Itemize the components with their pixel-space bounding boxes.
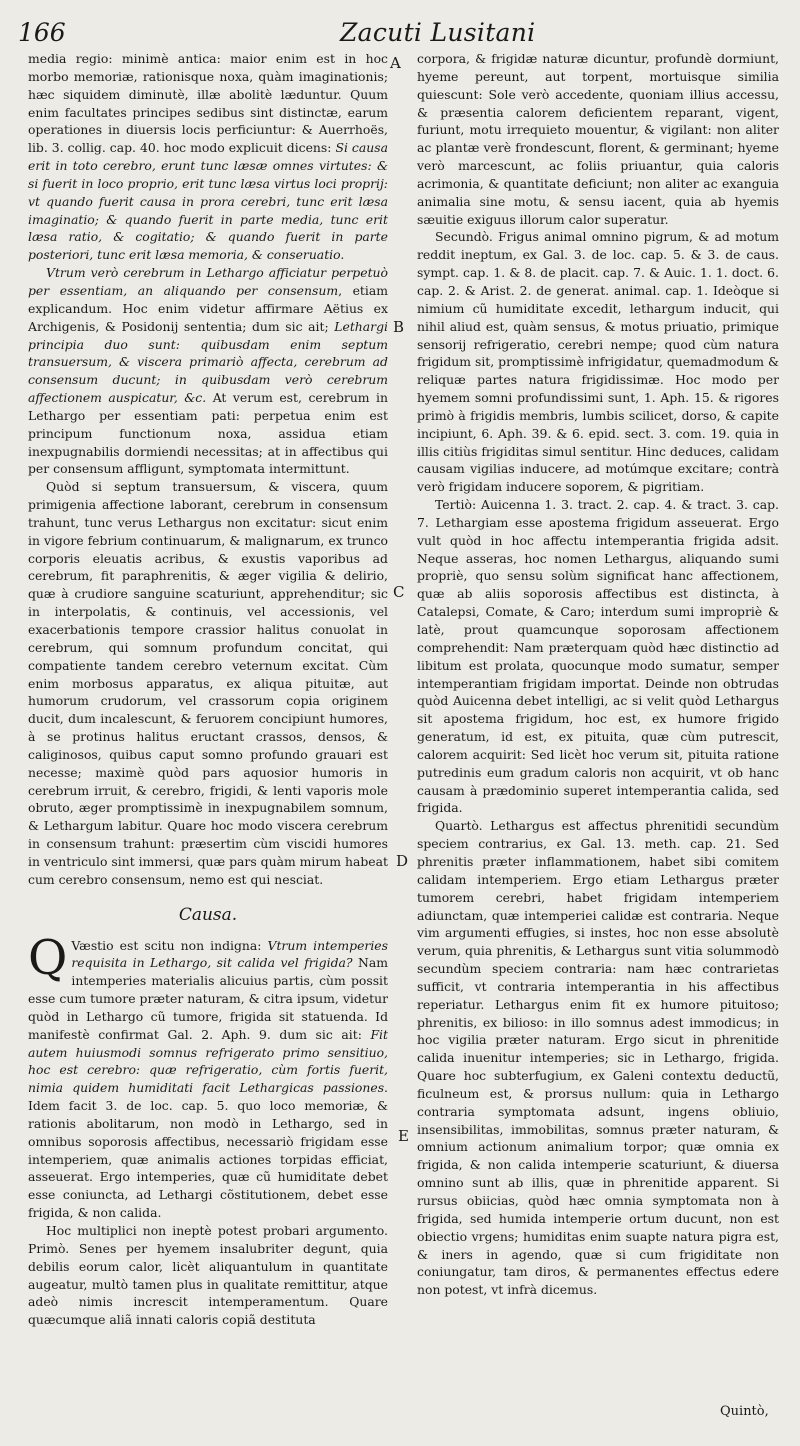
quotation: Fit autem huiusmodi somnus refrigerato primo sensitiuo, hoc est cerebro: quæ refrigeratio, cùm fortis fuerit, nimia quidem humiditati facit Lethargicas passiones. <box>28 1026 388 1096</box>
paragraph: corpora, & frigidæ naturæ dicuntur, profundè dormiunt, hyeme pereunt, aut torpent, mortuisque similia quiescunt: Sole verò accedente, quoniam illius accessu, & præsentia calorem deficientem reparant, vigent, furiunt, motu irrequieto mouentur, & vigilant: non aliter ac plantæ verè frondescunt, florent, & germinant; hyeme verò marcescunt, ac foliis priuantur, quia caloris acrimonia, & quantitate deficiunt; non aliter ac exanguia animalia sine motu, & sensu iacent, quia ab hyemis sæuitie exiguus illorum calor superatur. <box>417 51 779 227</box>
paragraph-text: media regio: minimè antica: maior enim est in hoc morbo memoriæ, rationisque noxa, quàm imaginationis; hæc siquidem diminutè, illæ abolitè læduntur. Quum enim facultates principes sedibus sint distinctæ, earum operationes in diuersis locis perficiuntur: & Auerrhoës, lib. 3. collig. cap. 40. hoc modo explicuit dicens: <box>28 51 388 156</box>
quotation: Vtrum verò cerebrum in Lethargo afficiatur perpetuò per essentiam, an aliquando per consensum <box>28 265 388 298</box>
paragraph: Quòd si septum transuersum, & viscera, quum primigenia affectione laborant, cerebrum in consensum trahunt, tunc verus Lethargus non excitatur: sicut enim in vigore febrium continuarum, & malignarum, ex trunco corporis eleuatis acribus, & exustis vaporibus ad cerebrum, fit paraphrenitis, & æger vigilia & delirio, quæ à crudiore sanguine scaturiunt, apprehenditur; sic in interpolatis, & continuis, vel accessionis, vel exacerbationis tempore crassior halitus conuolat in cerebrum, qui somnum profundum concitat, qui compatiente tandem cerebro veternum excitat. Cùm enim morbosus apparatus, ex aliqua pituitæ, aut humorum crudorum, vel crassorum copia originem ducit, dum incalescunt, & feruorem concipiunt humores, à se protinus halitus eructant crassos, densos, & caliginosos, quibus caput somno profundo grauari est necesse; maximè quòd pars aquosior humoris in cerebrum irruit, & cerebro, frigidi, & lenti vaporis mole obruto, æger promptissimè in inexpugnabilem somnum, & Lethargum labitur. Quare hoc modo viscera cerebrum in consensum trahunt: præsertim cùm viscidi humores in ventriculo sint immersi, quæ pars quàm mirum habeat cum cerebro consensum, nemo est qui nesciat. <box>28 479 388 887</box>
paragraph <box>28 50 388 264</box>
drop-cap: Q <box>28 929 68 986</box>
quotation: Si causa erit in toto cerebro, erunt tunc læsæ omnes virtutes: & si fuerit in loco proprio, erit tunc læsa virtus loci proprij: vt quando fuerit causa in prora cerebri, tunc erit læsa imaginatio; & quando fuerit in parte media, tunc erit læsa ratio, & cogitatio; & quando fuerit in parte posteriori, tunc erit læsa memoria, & conseruatio. <box>28 140 388 263</box>
page-number: 166 <box>18 18 66 47</box>
paragraph <box>28 264 388 478</box>
paragraph-text: Væstio est scitu non indigna: <box>71 937 262 953</box>
right-column <box>417 50 779 1422</box>
paragraph <box>28 929 388 1223</box>
paragraph-text: Nam intemperies materialis alicuius partis, cùm possit esse cum tumore præter naturam, & citra ipsum, videtur quòd in Lethargo cũ tumore, frigida sit statuenda. Id manifestè confirmat Gal. 2. Aph. 9. dum sic ait: <box>28 955 388 1042</box>
page-header <box>18 18 788 52</box>
margin-marker-c: C <box>393 583 405 601</box>
quotation: Vtrum intemperies requisita in Lethargo, sit calida vel frigida? <box>71 937 388 971</box>
paragraph-text: At verum est, cerebrum in Lethargo per essentiam pati: perpetua enim est principum functionum noxa, assidua etiam inexpugnabilis dormiendi necessitas; at in affectibus qui per consensum affligunt, symptomata intermittunt. <box>28 390 388 477</box>
margin-marker-d: D <box>396 852 409 870</box>
margin-marker-a: A <box>390 54 401 72</box>
margin-marker-e: E <box>398 1127 409 1145</box>
margin-marker-b: B <box>393 318 405 336</box>
catchword: Quintò, <box>720 1404 769 1419</box>
paragraph-text: , etiam explicandum. Hoc enim videtur affirmare Aëtius ex Archigenis, & Posidonij sententia; dum sic ait; <box>28 282 388 334</box>
paragraph: Quartò. Lethargus est affectus phrenitidi secundùm speciem contrarius, ex Gal. 13. meth. cap. 21. Sed phrenitis præter inflammationem, habet sibi comitem calidam intemperiem. Ergo etiam Lethargus præter tumorem cerebri, habet frigidam intemperiem adiunctam, quæ intemperiei calidæ est contraria. Neque vim argumenti effugies, si instes, hoc non esse absolutè verum, quia phrenitis, & Lethargus sunt vitia solummodò secundùm speciem contraria: nam hæc contrarietas sufficit, vt contraria intemperantia in his affectibus reperiatur. Lethargus enim fit ex humore pituitoso; phrenitis, ex bilioso: in illo somnus adest immodicus; in hoc vigilia præter naturam. Ergo sicut in phrenitide calida inuenitur intemperies; sic in Lethargo, frigida. Quare hoc subterfugium, ex Galeni contextu deductũ, ficulneum est, & prorsus nullum: quia in Lethargo contraria symptomata adsunt, ingens obliuio, insensibilitas, immobilitas, somnus præter naturam, & omnium actionum animalium torpor; quæ omnia ex frigida, & non calida intemperie scaturiunt, & diuersa omnino sunt ab illis, quæ in phrenitide apparent. Si rursus obiicias, quòd hæc omnia symptomata non à frigida, sed humida intemperie ortum ducunt, non est obiectio vrgens; humiditas enim suapte natura pigra est, & iners in agendo, quæ si cum frigiditate non coniungatur, tam diros, & permanentes effectus edere non potest, vt infrà dicemus. <box>417 818 779 1298</box>
paragraph: Tertiò: Auicenna 1. 3. tract. 2. cap. 4. & tract. 3. cap. 7. Lethargiam esse apostema frigidum asseuerat. Ergo vult quòd in hoc affectu intemperantia frigida adsit. Neque asseras, hoc nomen Lethargus, aliquando sumi propriè, quo sensu solùm significat hanc affectionem, quæ ab aliis soporosis affectibus est distincta, à Catalepsi, Comate, & Caro; interdum sumi impropriè & latè, prout quamcunque soporosam affectionem comprehendit: Nam præterquam quòd hæc distinctio ad libitum est prolata, quocunque modo sumatur, semper intemperantiam frigidam importat. Deinde non obtrudas quòd Auicenna debet intelligi, ac si velit quòd Lethargus sit apostema frigidum, hoc est, ex humore frigido generatum, id est, ex pituita, quæ cùm putrescit, calorem acquirit: Sed licèt hoc verum sit, pituita ratione putredinis eum gradum caloris non acquirit, vt ob hanc causam à prædominio superet intemperantia calida, sed frigida. <box>417 497 779 816</box>
paragraph-text: Idem facit 3. de loc. cap. 5. quo loco memoriæ, & rationis abolitarum, non modò in Lethargo, sed in omnibus soporosis affectibus, necessariò frigidam esse intemperiem, quæ animalis actiones torpidas efficiat, asseuerat. Ergo intemperies, quæ cũ humiditate debet esse coniuncta, ad Lethargi cõstitutionem, debet esse frigida, & non calida. <box>28 1098 388 1221</box>
running-head: Zacuti Lusitani <box>340 18 536 47</box>
quotation: Lethargi principia duo sunt: quibusdam enim septum transuersum, & viscera primariò affecta, cerebrum ad consensum ducunt; in quibusdam verò cerebrum affectionem auspicatur, &c. <box>28 318 388 406</box>
paragraph: Secundò. Frigus animal omnino pigrum, & ad motum reddit ineptum, ex Gal. 3. de loc. cap. 5. & 3. de caus. sympt. cap. 1. & 8. de placit. cap. 7. & Auic. 1. 1. doct. 6. cap. 2. & Arist. 2. de generat. animal. cap. 1. Ideòque si nimium cũ humiditate excedit, lethargum inducit, qui nihil aliud est, quàm sensus, & motus priuatio, primique sensorij refrigeratio, cerebri nempe; quod cùm natura frigidum sit, promptissimè infrigidatur, quemadmodum & reliquæ partes natura frigidissimæ. Hoc modo per hyemem somni profundissimi sunt, 1. Aph. 15. & rigores primò à frigidis membris, lumbis scilicet, dorso, & capite incipiunt, 6. Aph. 39. & 6. epid. sect. 3. com. 19. quia in illis citiùs frigiditas simul sentitur. Hinc deduces, calidam causam vigilias inducere, ad motúmque excitare; contrà verò frigidam inducere soporem, & pigritiam. <box>417 229 779 495</box>
section-heading: Causa. <box>178 904 238 925</box>
paragraph: Hoc multiplici non ineptè potest probari argumento. Primò. Senes per hyemem insalubriter degunt, quia debilis eorum calor, licèt aliquantulum in quantitate augeatur, multò tamen plus in qualitate remittitur, atque adeò nimis increscit intemperamentum. Quare quæcumque aliã innati caloris copiã destituta <box>28 1223 388 1328</box>
left-column <box>28 50 388 1422</box>
